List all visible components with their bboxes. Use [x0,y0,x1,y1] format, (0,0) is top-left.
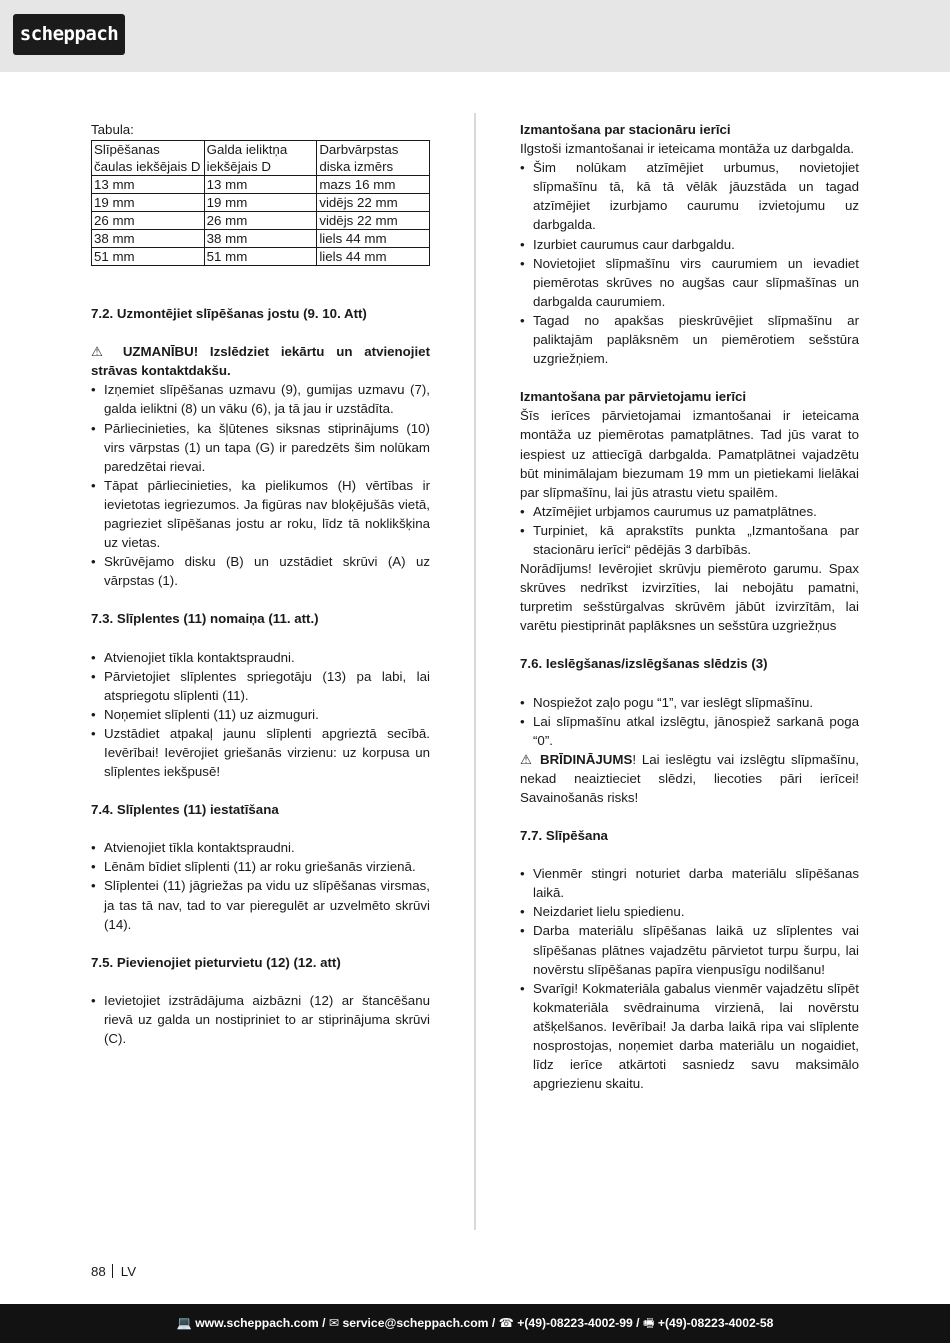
table-cell: 51 mm [204,248,317,266]
list-7-3 [91,648,430,782]
table-cell: mazs 16 mm [317,176,430,194]
list-item: • Izņemiet slīpēšanas uzmavu (9), gumijas uzmavu (7), galda ieliktni (8) un vāku (6), ja tā jau ir uzstādīta. [91,380,430,418]
list-7-2 [91,380,430,590]
table-row [92,176,430,194]
table-label: Tabula: [91,122,134,137]
list-item: • Slīplentei (11) jāgriežas pa vidu uz slīpēšanas virsmas, ja tas tā nav, tad to var pieregulēt ar uzvelmēto skrūvi (14). [91,876,430,933]
computer-icon: 💻 [176,1316,192,1330]
section-title-stationary: Izmantošana par stacionāru ierīci [520,122,731,137]
list-item: • Svarīgi! Kokmateriāla gabalus vienmēr vajadzētu slīpēt kokmateriāla svēdrainuma virzienā, lai novērstu atšķelšanos. Ievērībai! Ja darba laikā ripa vai slīplente nosprostojas, noņemiet darba materiālu un nogaidiet, līdz ierīce atkārtoti sasniedz savu maksimālo apgriezienu skaitu. [520,979,859,1094]
list-item: • Lai slīpmašīnu atkal izslēgtu, jānospiež sarkanā poga “0”. [520,712,859,750]
column-divider [474,113,476,1230]
list-mobile [520,502,859,559]
table-cell: liels 44 mm [317,230,430,248]
page-number-separator [112,1264,113,1278]
warning-paragraph [91,342,430,380]
list-7-5 [91,991,430,1048]
table-cell: vidējs 22 mm [317,194,430,212]
table-cell: 13 mm [204,176,317,194]
warning-icon: ⚠ [520,751,535,767]
list-item: • Noņemiet slīplenti (11) uz aizmuguri. [91,705,430,724]
list-item: • Atzīmējiet urbjamos caurumus uz pamatplātnes. [520,502,859,521]
section-title-7-3: 7.3. Slīplentes (11) nomaiņa (11. att.) [91,611,319,627]
list-item: • Vienmēr stingri noturiet darba materiālu slīpēšanas laikā. [520,864,859,902]
list-item: • Šim nolūkam atzīmējiet urbumus, novietojiet slīpmašīnu tā, kā tā vēlāk jāuzstāda un tagad atzīmējiet izurbjamo caurumu izvietojumu uz darbgalda. [520,158,859,234]
footer-email-link[interactable]: service@scheppach.com [342,1316,489,1330]
fax-icon: 🖷 [642,1316,655,1330]
section-title-7-5: 7.5. Pievienojiet pieturvietu (12) (12. att) [91,954,341,970]
list-item: • Darba materiālu slīpēšanas laikā uz slīplentes vai slīpēšanas plātnes vajadzētu pārvietot turpu šurpu, lai novērstu slīpēšanas papīra vienpusīgu nodilšanu! [520,921,859,978]
warning-icon: ⚠ [91,344,112,360]
table-cell: 38 mm [92,230,205,248]
list-stationary [520,158,859,368]
note-paragraph: Norādījums! Ievērojiet skrūvju piemēroto garumu. Spax skrūves nedrīkst izvirzīties, lai nebojātu pamatni, turpretim sešstūrgalvas skrūvēm jābūt izvirzītām, lai varētu piestiprināt paplāksnes un sešstūra uzgriežņus [520,561,859,634]
table-row [92,230,430,248]
table-cell: 51 mm [92,248,205,266]
list-item: • Novietojiet slīpmašīnu virs caurumiem un ievadiet piemērotas skrūves no augšas caur slīpmašīnas un darbgalda caurumiem. [520,254,859,311]
paragraph: Ilgstoši izmantošanai ir ieteicama montāža uz darbgalda. [520,141,855,157]
page-number-value: 88 [91,1264,106,1279]
table-header-cell: Galda ieliktņa iekšējais D [204,141,317,176]
table-row [92,212,430,230]
list-item: • Turpiniet, kā aprakstīts punkta „Izmantošana par stacionāru ierīci“ pēdējās 3 darbībās. [520,521,859,559]
section-title-7-7: 7.7. Slīpēšana [520,828,608,844]
list-item: • Pārliecinieties, ka šļūtenes siksnas stiprinājums (10) virs vārpstas (1) un tapa (G) ir paredzēts šim nolūkam paredzētai rievai. [91,419,430,476]
list-item: • Atvienojiet tīkla kontaktspraudni. [91,648,430,667]
warning-text: ! Lai ieslēgtu vai izslēgtu slīpmašīnu, nekad neaiztieciet slēdzi, liecoties pāri ierīcei! Savainošanās risks! [520,751,859,805]
list-7-6 [520,693,859,750]
mail-icon: ✉ [328,1316,340,1330]
section-title-7-2: 7.2. Uzmontējiet slīpēšanas jostu (9. 10. Att) [91,306,367,322]
scheppach-logo: scheppach [13,14,125,55]
warning-label: BRĪDINĀJUMS [539,751,633,767]
warning-paragraph [520,750,859,807]
page-language: LV [120,1264,137,1279]
table-header-row [92,141,430,176]
list-item: • Neizdariet lielu spiedienu. [520,902,859,921]
left-column [91,120,430,1048]
section-title-mobile: Izmantošana par pārvietojamu ierīci [520,389,747,405]
header-bar [0,0,950,72]
footer-fax: +(49)-08223-4002-58 [657,1316,774,1330]
table-header-cell: Slīpēšanas čaulas iekšējais D [92,141,205,176]
paragraph: Šīs ierīces pārvietojamai izmantošanai ir ieteicama montāža uz piemērotas pamatplātnes. Tad jūs varat to iespiest uz attiecīgā darbgalda. Pamatplātnei vajadzētu būt minimālajam biezumam 19 mm un pietiekami lielākai par slīpmašīnu, lai jūs atrastu vietu spailēm. [520,408,859,500]
table-header-cell: Darbvārpstas diska izmērs [317,141,430,176]
table-cell: 19 mm [92,194,205,212]
section-title-7-4: 7.4. Slīplentes (11) iestatīšana [91,802,279,818]
table-cell: vidējs 22 mm [317,212,430,230]
list-item: • Skrūvējamo disku (B) un uzstādiet skrūvi (A) uz vārpstas (1). [91,552,430,590]
section-title-7-6: 7.6. Ieslēgšanas/izslēgšanas slēdzis (3) [520,656,768,672]
list-item: • Uzstādiet atpakaļ jaunu slīplenti apgrieztā secībā. Ievērībai! Ievērojiet griešanās virzienu: uz korpusa un slīplentes iekšpusē! [91,724,430,781]
table-cell: 13 mm [92,176,205,194]
list-item: • Lēnām bīdiet slīplenti (11) ar roku griešanās virzienā. [91,857,430,876]
footer-website-link[interactable]: www.scheppach.com [195,1316,319,1330]
table-row [92,248,430,266]
footer-bar: 💻 www.scheppach.com / ✉ service@scheppach.com / ☎ +(49)-08223-4002-99 / 🖷 +(49)-08223-4002-58 [0,1304,950,1343]
table-cell: 19 mm [204,194,317,212]
table-cell: 26 mm [204,212,317,230]
table-cell: liels 44 mm [317,248,430,266]
list-item: • Pārvietojiet slīplentes spriegotāju (13) pa labi, lai atspriegotu slīplenti (11). [91,667,430,705]
list-7-7 [520,864,859,1093]
right-column [520,120,859,1093]
footer-phone: +(49)-08223-4002-99 [517,1316,633,1330]
phone-icon: ☎ [498,1316,514,1330]
page-number [91,1264,136,1279]
list-item: • Nospiežot zaļo pogu “1”, var ieslēgt slīpmašīnu. [520,693,859,712]
list-item: • Atvienojiet tīkla kontaktspraudni. [91,838,430,857]
warning-text: UZMANĪBU! Izslēdziet iekārtu un atvienojiet strāvas kontaktdakšu. [91,344,431,379]
table-row [92,194,430,212]
table-cell: 26 mm [92,212,205,230]
list-item: • Tagad no apakšas pieskrūvējiet slīpmašīnu ar paliktajām paplāksnēm un piemērotiem sešstūra uzgriežņiem. [520,311,859,368]
table-cell: 38 mm [204,230,317,248]
list-item: • Ievietojiet izstrādājuma aizbāzni (12) ar štancēšanu rievā uz galda un nostipriniet to ar stiprinājuma skrūvi (C). [91,991,430,1048]
list-item: • Izurbiet caurumus caur darbgaldu. [520,235,859,254]
list-item: • Tāpat pārliecinieties, ka pielikumos (H) vērtības ir ievietotas iegriezumos. Ja figūras nav bloķējušās vietā, pagrieziet slīpēšanas jostu ar roku, līdz tā noklikšķina uz vietas. [91,476,430,552]
size-table [91,140,430,266]
list-7-4 [91,838,430,933]
